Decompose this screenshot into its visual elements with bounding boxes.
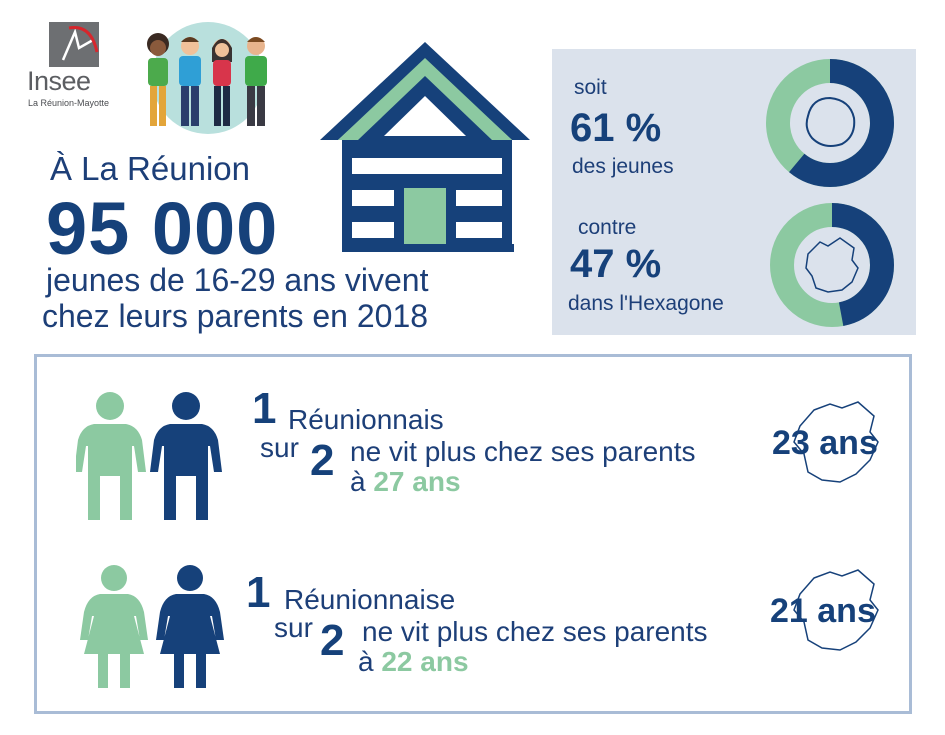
women-two: 2 [320,616,345,665]
headline-number: 95 000 [46,187,279,270]
women-text: ne vit plus chez ses parents [362,616,708,647]
men-age-line [350,466,461,498]
women-who: Réunionnaise [284,584,456,615]
men-one: 1 [252,384,277,433]
men-two: 2 [310,436,335,485]
reunion-label: des jeunes [572,155,674,178]
men-age: 27 ans [373,466,461,497]
man-icon [76,390,226,522]
insee-logo [24,22,114,114]
men-text: ne vit plus chez ses parents [350,436,696,467]
hexagone-percent: 47 % [570,242,662,286]
women-age-line [358,646,469,678]
men-who: Réunionnais [288,404,444,435]
men-sur: sur [260,432,299,463]
hexagone-label: dans l'Hexagone [568,292,724,315]
reunion-island-icon [807,98,855,146]
description-line-1: jeunes de 16-29 ans vivent [46,262,429,298]
hexagone-donut [768,202,896,328]
women-one: 1 [246,568,271,617]
logo-brand: Insee [27,66,91,96]
reunion-prefix: soit [574,76,607,99]
men-france-age: 23 ans [772,424,878,462]
reunion-donut [764,58,896,188]
women-a: à [358,646,374,677]
men-a: à [350,466,366,497]
woman-icon [80,564,230,690]
hexagone-prefix: contre [578,216,637,239]
young-people-icon [140,14,275,134]
description-line-2: chez leurs parents en 2018 [42,298,429,334]
women-sur: sur [274,612,313,643]
france-map-icon [806,238,858,292]
reunion-percent: 61 % [570,106,662,150]
insee-logo-icon [49,22,99,67]
logo-region: La Réunion-Mayotte [28,98,110,108]
house-icon [316,36,534,256]
intro-text: À La Réunion [50,150,250,187]
women-france-age: 21 ans [770,592,876,630]
women-age: 22 ans [381,646,469,677]
